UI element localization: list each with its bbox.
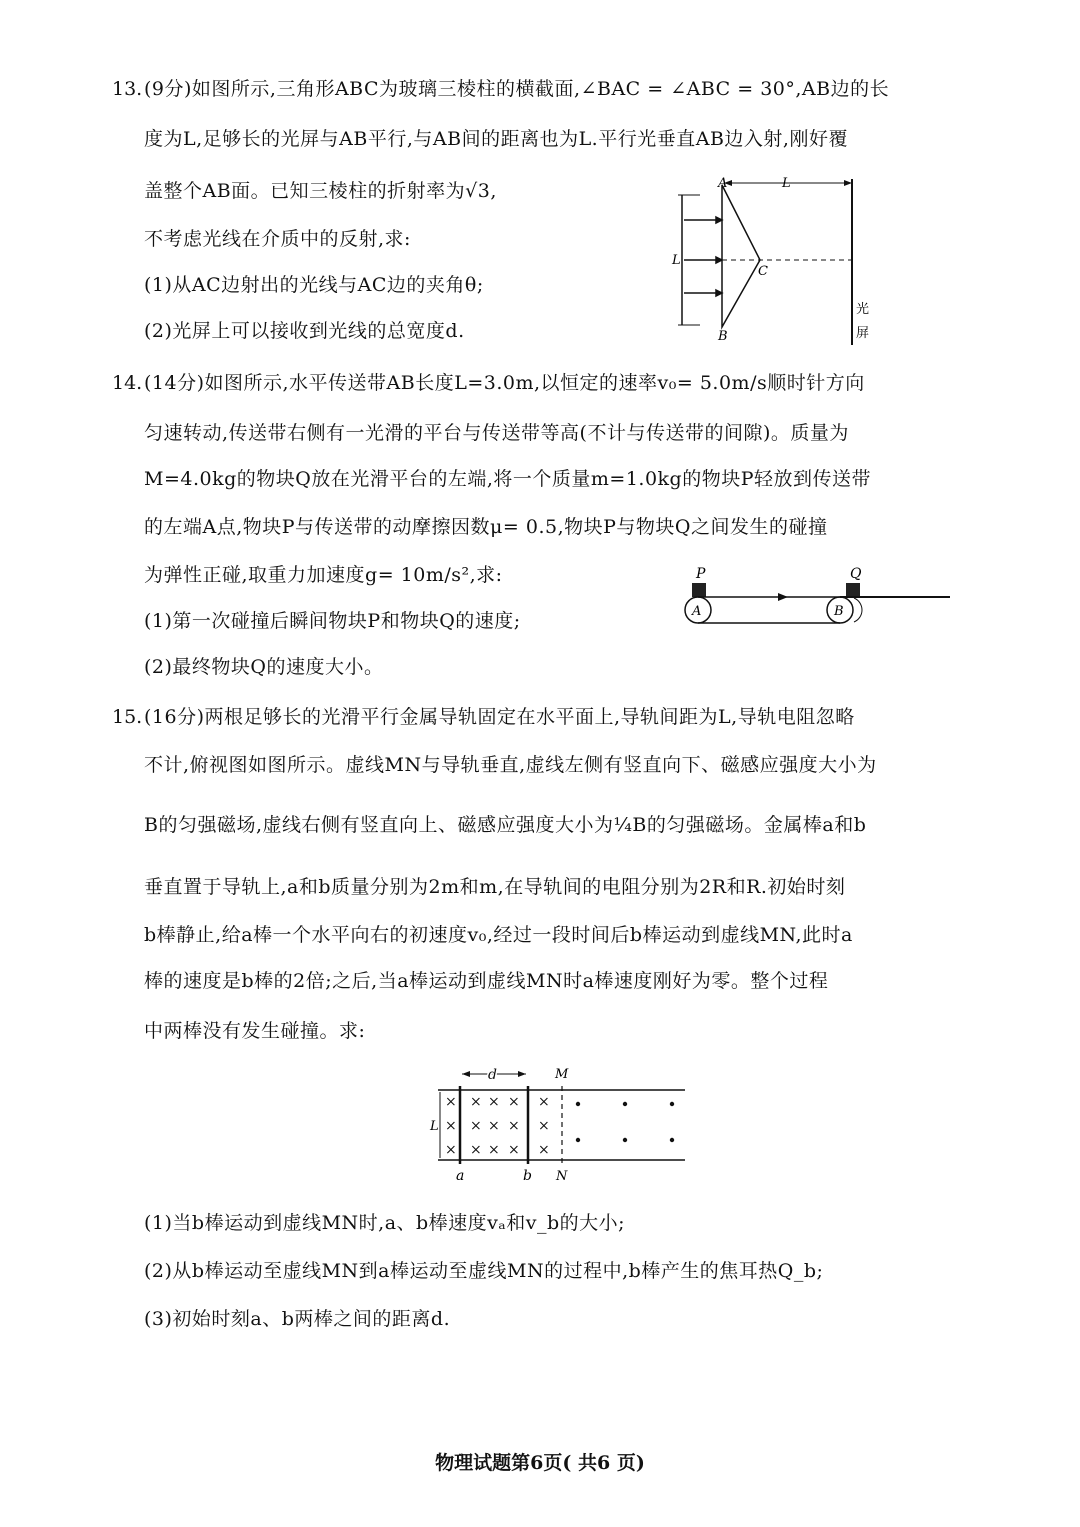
svg-text:×: ×: [508, 1118, 520, 1134]
q15-line-2: 不计,俯视图如图所示。虚线MN与导轨垂直,虚线左侧有竖直向下、磁感应强度大小为: [144, 754, 877, 776]
svg-text:Q: Q: [850, 566, 862, 582]
svg-text:×: ×: [470, 1142, 482, 1158]
svg-text:光: 光: [856, 302, 870, 317]
svg-text:×: ×: [445, 1142, 457, 1158]
conveyor-diagram: [670, 558, 960, 633]
svg-text:a: a: [456, 1168, 465, 1184]
svg-text:B: B: [834, 604, 844, 619]
q15-line-1: (16分)两根足够长的光滑平行金属导轨固定在水平面上,导轨间距为L,导轨电阻忽略: [144, 706, 855, 728]
svg-text:×: ×: [508, 1142, 520, 1158]
question-15-number: 15.: [112, 706, 143, 728]
svg-text:N: N: [556, 1169, 568, 1184]
question-14-number: 14.: [112, 372, 143, 394]
svg-text:×: ×: [470, 1094, 482, 1110]
svg-text:×: ×: [538, 1094, 550, 1110]
svg-text:A: A: [718, 176, 728, 191]
svg-text:B: B: [718, 329, 728, 344]
svg-text:×: ×: [538, 1142, 550, 1158]
q14-line-5: 为弹性正碰,取重力加速度g= 10m/s²,求:: [144, 564, 503, 586]
svg-text:C: C: [758, 264, 768, 279]
rails-diagram: [420, 1062, 700, 1184]
q14-line-2: 匀速转动,传送带右侧有一光滑的平台与传送带等高(不计与传送带的间隙)。质量为: [144, 422, 849, 444]
svg-text:d: d: [488, 1067, 497, 1083]
svg-text:b: b: [523, 1168, 532, 1184]
svg-text:L: L: [430, 1119, 439, 1134]
svg-text:A: A: [692, 604, 702, 619]
q15-sub-2: (2)从b棒运动至虚线MN到a棒运动至虚线MN的过程中,b棒产生的焦耳热Q_b;: [144, 1260, 824, 1282]
q15-line-3: B的匀强磁场,虚线右侧有竖直向上、磁感应强度大小为¼B的匀强磁场。金属棒a和b: [144, 814, 867, 836]
q14-line-1: (14分)如图所示,水平传送带AB长度L=3.0m,以恒定的速率v₀= 5.0m/s顺时针方向: [144, 372, 865, 394]
svg-text:P: P: [696, 566, 706, 582]
q14-line-7: (2)最终物块Q的速度大小。: [144, 656, 384, 678]
prism-diagram: [660, 165, 880, 350]
svg-text:×: ×: [508, 1094, 520, 1110]
svg-text:×: ×: [538, 1118, 550, 1134]
q14-line-4: 的左端A点,物块P与传送带的动摩擦因数μ= 0.5,物块P与物块Q之间发生的碰撞: [144, 516, 828, 538]
page-footer: 物理试题第6页( 共6 页): [435, 1452, 645, 1474]
svg-text:L: L: [782, 176, 791, 191]
q13-line-2: 度为L,足够长的光屏与AB平行,与AB间的距离也为L.平行光垂直AB边入射,刚好覆: [144, 128, 848, 150]
svg-text:×: ×: [488, 1118, 500, 1134]
svg-text:×: ×: [445, 1094, 457, 1110]
svg-text:×: ×: [488, 1142, 500, 1158]
q14-line-6: (1)第一次碰撞后瞬间物块P和物块Q的速度;: [144, 610, 521, 632]
q15-line-4: 垂直置于导轨上,a和b质量分别为2m和m,在导轨间的电阻分别为2R和R.初始时刻: [144, 876, 846, 898]
q15-line-5: b棒静止,给a棒一个水平向右的初速度v₀,经过一段时间后b棒运动到虚线MN,此时a: [144, 924, 853, 946]
q15-line-6: 棒的速度是b棒的2倍;之后,当a棒运动到虚线MN时a棒速度刚好为零。整个过程: [144, 970, 829, 992]
svg-text:M: M: [555, 1067, 569, 1082]
q13-line-4: 不考虑光线在介质中的反射,求:: [144, 228, 411, 250]
svg-text:×: ×: [488, 1094, 500, 1110]
q15-line-7: 中两棒没有发生碰撞。求:: [144, 1020, 366, 1042]
q15-sub-3: (3)初始时刻a、b两棒之间的距离d.: [144, 1308, 451, 1330]
q13-line-6: (2)光屏上可以接收到光线的总宽度d.: [144, 320, 465, 342]
q15-sub-1: (1)当b棒运动到虚线MN时,a、b棒速度vₐ和v_b的大小;: [144, 1212, 626, 1234]
question-13-number: 13.: [112, 78, 143, 100]
svg-text:屏: 屏: [856, 326, 870, 341]
q13-line-1: (9分)如图所示,三角形ABC为玻璃三棱柱的横截面,∠BAC = ∠ABC = 30°,AB边的长: [144, 78, 890, 100]
svg-text:×: ×: [470, 1118, 482, 1134]
svg-text:L: L: [672, 253, 681, 268]
svg-text:×: ×: [445, 1118, 457, 1134]
q13-line-3: 盖整个AB面。已知三棱柱的折射率为√3,: [144, 180, 497, 202]
q14-line-3: M=4.0kg的物块Q放在光滑平台的左端,将一个质量m=1.0kg的物块P轻放到传送带: [144, 468, 871, 490]
q13-line-5: (1)从AC边射出的光线与AC边的夹角θ;: [144, 274, 484, 296]
